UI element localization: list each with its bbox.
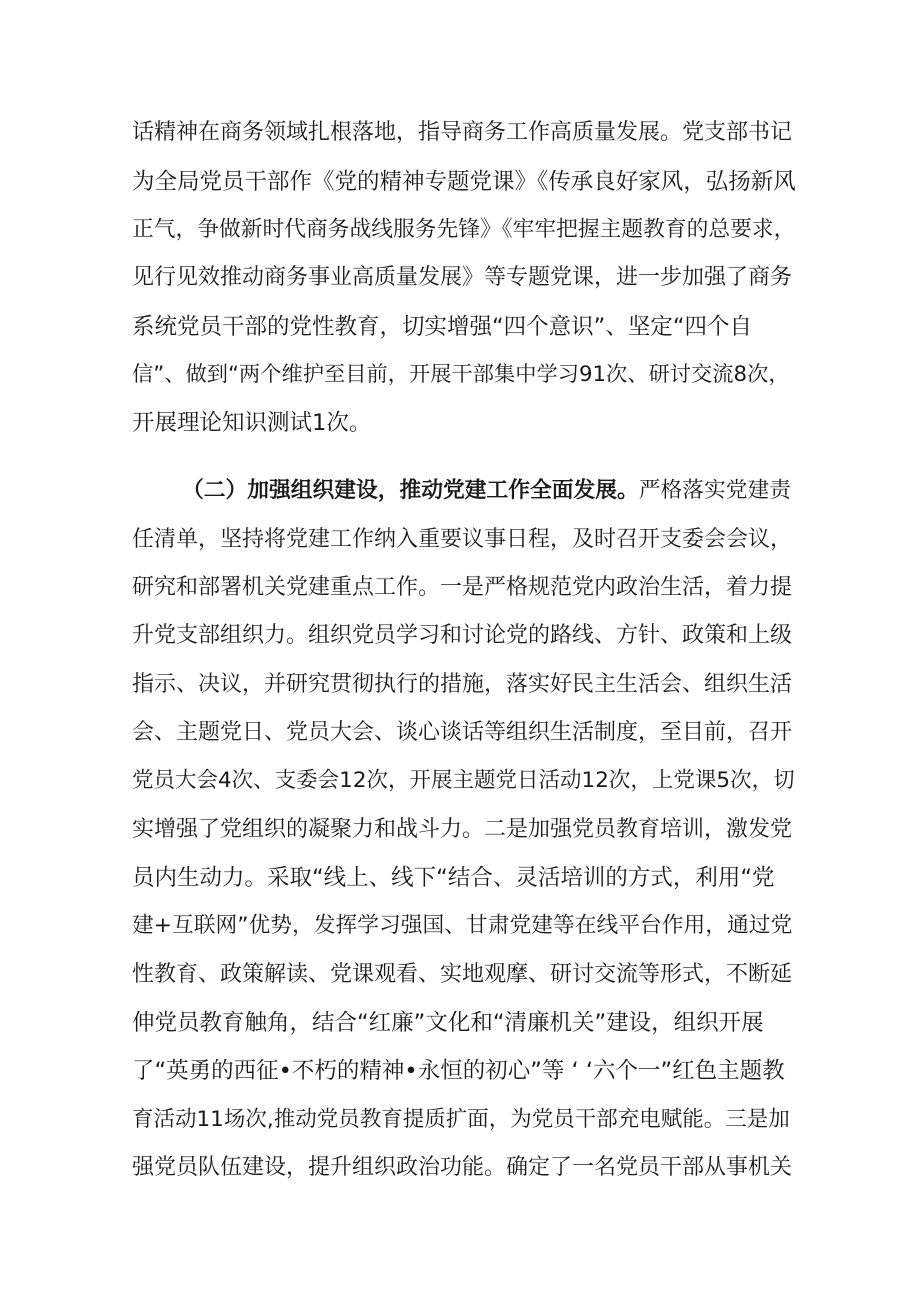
paragraph-1-line-4: 见行见效推动商务事业高质量发展》等专题党课，进一步加强了商务 <box>132 265 793 290</box>
paragraph-2-line-5: 指示、决议，并研究贯彻执行的措施，落实好民主生活会、组织生活 <box>132 672 793 697</box>
paragraph-2-first-line <box>182 471 791 511</box>
paragraph-2-line-3: 研究和部署机关党建重点工作。一是严格规范党内政治生活，着力提 <box>132 575 793 600</box>
paragraph-2-line-11: 性教育、政策解读、党课观看、实地观摩、研讨交流等形式，不断延 <box>132 962 793 987</box>
paragraph-2-line-7: 党员大会4次、支委会12次，开展主题党日活动12次，上党课5次，切 <box>132 768 795 793</box>
paragraph-2-line-9: 员内生动力。采取“线上、线下“结合、灵活培训的方式，利用“党 <box>132 865 775 891</box>
paragraph-2-line-6: 会、主题党日、党员大会、谈心谈话等组织生活制度，至目前，召开 <box>132 720 793 745</box>
paragraph-2-line-8: 实增强了党组织的凝聚力和战斗力。二是加强党员教育培训，激发党 <box>132 817 793 842</box>
paragraph-1-line-2: 为全局党员干部作《党的精神专题党课》《传承良好家风，弘扬新风 <box>132 169 796 195</box>
paragraph-1-line-3: 正气，争做新时代商务战线服务先锋》《牢牢把握主题教育的总要求， <box>132 217 796 242</box>
paragraph-2-first-line-text: 严格落实党建责 <box>638 478 791 503</box>
paragraph-1-line-7: 开展理论知识测试1次。 <box>132 410 372 436</box>
paragraph-1-line-6: 信”、做到“两个维护至目前，开展干部集中学习91次、研讨交流8次， <box>132 362 790 387</box>
paragraph-2-line-4: 升党支部组织力。组织党员学习和讨论党的路线、方针、政策和上级 <box>132 623 793 648</box>
paragraph-2-line-12: 伸党员教育触角，结合“红廉”文化和“清廉机关”建设，组织开展 <box>132 1010 764 1036</box>
paragraph-1-line-5: 系统党员干部的党性教育，切实增强“四个意识”、坚定“四个自 <box>132 314 752 340</box>
section-heading: （二）加强组织建设，推动党建工作全面发展。 <box>182 478 639 503</box>
paragraph-2-line-2: 任清单，坚持将党建工作纳入重要议事日程，及时召开支委会会议， <box>132 527 793 552</box>
paragraph-2-line-10: 建+互联网”优势，发挥学习强国、甘肃党建等在线平台作用，通过党 <box>132 913 793 938</box>
paragraph-2-line-15: 强党员队伍建设，提升组织政治功能。确定了一名党员干部从事机关 <box>132 1155 793 1180</box>
paragraph-2-line-14: 育活动11场次,推动党员教育提质扩面，为党员干部充电赋能。三是加 <box>132 1107 790 1132</box>
paragraph-2-line-13: 了“英勇的西征•不朽的精神•永恒的初心”等 ‘ ‘六个一”红色主题教 <box>132 1058 785 1084</box>
paragraph-1-line-1: 话精神在商务领域扎根落地，指导商务工作高质量发展。党支部书记 <box>132 120 793 145</box>
